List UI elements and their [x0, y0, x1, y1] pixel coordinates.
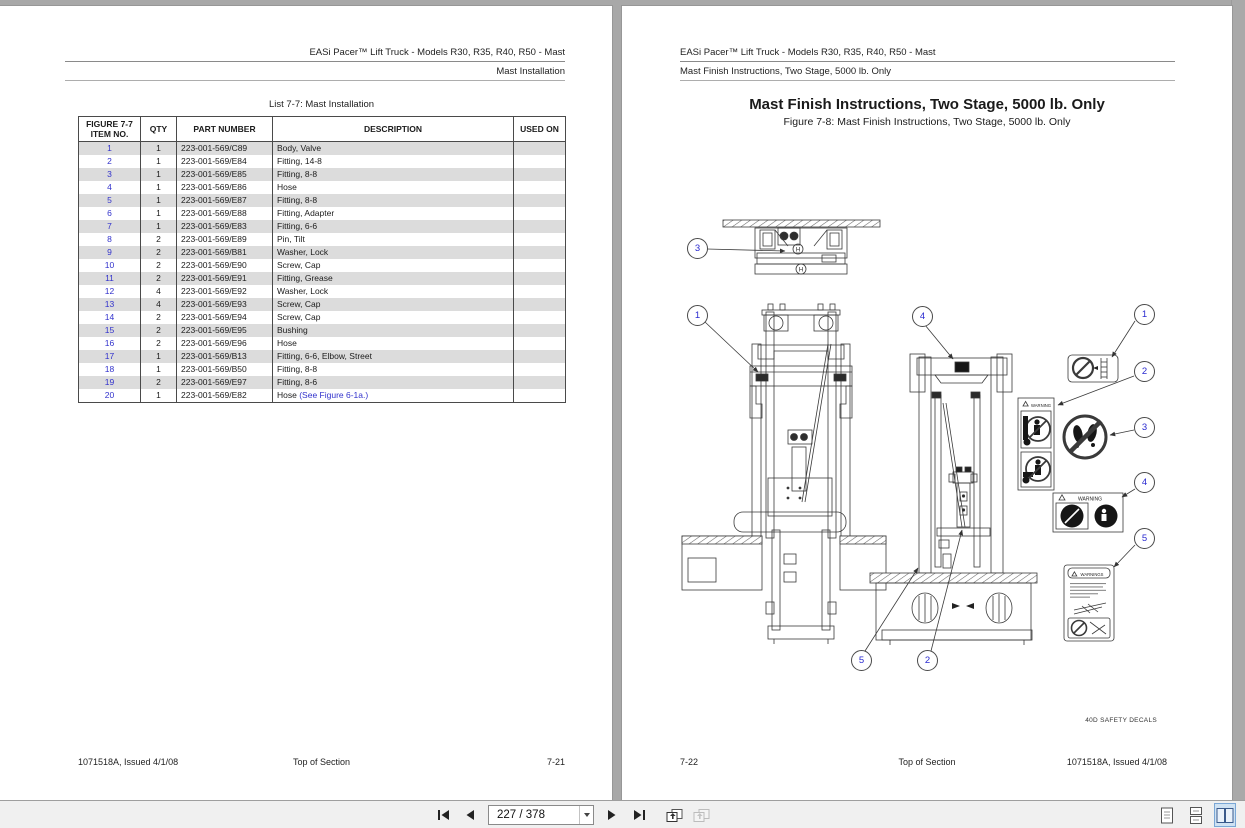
safety-decals-group	[1018, 355, 1123, 641]
used-on-cell	[514, 298, 566, 311]
used-on-cell	[514, 285, 566, 298]
qty-cell: 1	[141, 207, 177, 220]
table-row	[79, 246, 566, 259]
qty-cell: 2	[141, 233, 177, 246]
next-page-icon	[607, 809, 617, 821]
item-number-cell	[79, 285, 141, 298]
column-header-item-line1: FIGURE 7-7	[86, 119, 133, 129]
description-cell: Screw, Cap	[273, 298, 514, 311]
warnings-text-decal	[1064, 565, 1114, 641]
parts-table	[78, 116, 566, 403]
qty-cell: 2	[141, 324, 177, 337]
table-row	[79, 285, 566, 298]
description-cell: Pin, Tilt	[273, 233, 514, 246]
qty-cell: 1	[141, 155, 177, 168]
item-number-link[interactable]: 17	[104, 351, 115, 361]
description-cell: Fitting, 6-6, Elbow, Street	[273, 350, 514, 363]
description-cell: Hose	[273, 337, 514, 350]
qty-cell: 4	[141, 285, 177, 298]
qty-cell: 2	[141, 246, 177, 259]
item-number-link[interactable]: 9	[107, 247, 112, 257]
qty-cell: 1	[141, 389, 177, 403]
used-on-cell	[514, 181, 566, 194]
item-number-link[interactable]: 10	[104, 260, 115, 270]
description-cell: Fitting, 8-8	[273, 168, 514, 181]
used-on-cell	[514, 350, 566, 363]
qty-cell: 2	[141, 337, 177, 350]
item-number-link[interactable]: 16	[104, 338, 115, 348]
part-number-cell: 223-001-569/B13	[177, 350, 273, 363]
item-number-cell	[79, 233, 141, 246]
decal-callout-1: 1	[1134, 304, 1155, 325]
page-title: Mast Finish Instructions, Two Stage, 5000 lb. Only	[749, 96, 1105, 113]
viewer-bottom-toolbar	[0, 800, 1245, 828]
item-number-cell	[79, 207, 141, 220]
used-on-cell	[514, 194, 566, 207]
part-number-cell: 223-001-569/B50	[177, 363, 273, 376]
item-number-cell	[79, 350, 141, 363]
mast-front-view-drawing	[682, 304, 886, 644]
table-row	[79, 363, 566, 376]
qty-cell: 2	[141, 311, 177, 324]
part-number-cell: 223-001-569/E89	[177, 233, 273, 246]
column-header-part-number: PART NUMBER	[177, 117, 273, 142]
single-page-layout-button[interactable]	[1156, 803, 1178, 827]
callout-balloon-5: 5	[851, 650, 872, 671]
footer-page-number: 7-21	[546, 757, 565, 767]
decal-callout-2: 2	[1134, 361, 1155, 382]
used-on-cell	[514, 207, 566, 220]
description-cell: Fitting, 8-6	[273, 376, 514, 389]
table-row	[79, 324, 566, 337]
previous-view-button[interactable]	[665, 805, 683, 825]
qty-cell: 4	[141, 298, 177, 311]
parts-list-title: List 7-7: Mast Installation	[268, 99, 375, 110]
part-number-cell: 223-001-569/E87	[177, 194, 273, 207]
column-header-item	[79, 117, 141, 142]
part-number-cell: 223-001-569/E96	[177, 337, 273, 350]
description-cell: Fitting, 8-8	[273, 194, 514, 207]
column-header-used-on: USED ON	[514, 117, 566, 142]
qty-cell: 1	[141, 363, 177, 376]
svg-text:H: H	[798, 267, 804, 274]
last-page-button[interactable]	[630, 805, 648, 825]
decal-callout-5: 5	[1134, 528, 1155, 549]
header-rule	[65, 80, 565, 81]
item-number-cell	[79, 220, 141, 233]
continuous-layout-button[interactable]	[1185, 803, 1207, 827]
item-number-cell	[79, 337, 141, 350]
facing-pages-layout-button[interactable]	[1214, 803, 1236, 827]
description-cell: Hose	[273, 181, 514, 194]
top-of-section-link[interactable]: Top of Section	[898, 757, 956, 767]
mast-top-view-drawing	[723, 220, 880, 274]
running-header-section: Mast Installation	[496, 66, 565, 77]
description-cell: Fitting, Adapter	[273, 207, 514, 220]
callout-balloon-3: 3	[687, 238, 708, 259]
item-number-link[interactable]: 8	[107, 234, 112, 244]
item-number-cell	[79, 246, 141, 259]
next-page-button[interactable]	[603, 805, 621, 825]
document-page-right	[622, 6, 1232, 800]
header-rule	[65, 61, 565, 62]
item-number-link[interactable]: 1	[107, 143, 112, 153]
qty-cell: 1	[141, 220, 177, 233]
page-layout-controls	[1156, 801, 1236, 828]
part-number-cell: 223-001-569/E94	[177, 311, 273, 324]
qty-cell: 2	[141, 259, 177, 272]
used-on-cell	[514, 155, 566, 168]
running-header-model: EASi Pacer™ Lift Truck - Models R30, R35, R40, R50 - Mast	[309, 47, 565, 58]
item-number-link[interactable]: 19	[104, 377, 115, 387]
svg-text:H: H	[795, 247, 801, 254]
used-on-cell	[514, 142, 566, 156]
page-number-input[interactable]	[489, 809, 579, 821]
description-cell: Fitting, 6-6	[273, 220, 514, 233]
next-view-icon	[693, 808, 710, 823]
running-header-section: Mast Finish Instructions, Two Stage, 5000 lb. Only	[680, 66, 892, 77]
used-on-cell	[514, 220, 566, 233]
part-number-cell: 223-001-569/B81	[177, 246, 273, 259]
tipover-warning-decal	[1018, 398, 1054, 490]
item-number-cell	[79, 194, 141, 207]
page-navigation-controls	[434, 801, 710, 828]
qty-cell: 1	[141, 142, 177, 156]
item-number-cell	[79, 298, 141, 311]
table-row	[79, 233, 566, 246]
item-number-link[interactable]: 4	[107, 182, 112, 192]
vertical-scrollbar[interactable]	[1231, 0, 1245, 800]
item-number-cell	[79, 324, 141, 337]
column-header-qty: QTY	[141, 117, 177, 142]
figure-caption: Figure 7-8: Mast Finish Instructions, Two Stage, 5000 lb. Only	[783, 116, 1071, 128]
header-rule	[680, 80, 1175, 81]
table-row	[79, 298, 566, 311]
part-number-cell: 223-001-569/E92	[177, 285, 273, 298]
item-number-cell	[79, 272, 141, 285]
previous-page-icon	[465, 809, 475, 821]
safety-decals-caption: 40D SAFETY DECALS	[1085, 717, 1157, 724]
qty-cell: 1	[141, 194, 177, 207]
item-number-cell	[79, 155, 141, 168]
item-number-cell	[79, 363, 141, 376]
description-cell: Bushing	[273, 324, 514, 337]
table-row	[79, 311, 566, 324]
qty-cell: 2	[141, 272, 177, 285]
qty-cell: 1	[141, 181, 177, 194]
item-number-cell	[79, 168, 141, 181]
part-number-cell: 223-001-569/E91	[177, 272, 273, 285]
running-header-model: EASi Pacer™ Lift Truck - Models R30, R35, R40, R50 - Mast	[680, 47, 936, 58]
part-number-cell: 223-001-569/E97	[177, 376, 273, 389]
callout-balloon-2: 2	[917, 650, 938, 671]
used-on-cell	[514, 168, 566, 181]
table-row	[79, 181, 566, 194]
document-page-left	[0, 6, 612, 800]
description-cell: Fitting, 14-8	[273, 155, 514, 168]
callout-balloon-1: 1	[687, 305, 708, 326]
no-riding-decal	[1068, 355, 1118, 382]
part-number-cell: 223-001-569/E85	[177, 168, 273, 181]
header-rule	[680, 61, 1175, 62]
table-row	[79, 220, 566, 233]
previous-view-icon	[666, 808, 683, 823]
description-cell: Washer, Lock	[273, 285, 514, 298]
description-cell: Fitting, 8-8	[273, 363, 514, 376]
description-cell: Screw, Cap	[273, 259, 514, 272]
single-page-layout-icon	[1160, 807, 1174, 824]
page-number-dropdown-icon	[584, 813, 590, 817]
page-number-dropdown-button[interactable]	[579, 806, 593, 824]
table-row	[79, 168, 566, 181]
warning-decal-label: WARNING	[1078, 496, 1102, 503]
used-on-cell	[514, 233, 566, 246]
description-cell: Body, Valve	[273, 142, 514, 156]
first-page-icon	[437, 809, 450, 821]
footer-page-number: 7-22	[680, 757, 699, 767]
qty-cell: 2	[141, 376, 177, 389]
table-row	[79, 337, 566, 350]
item-number-link[interactable]: 7	[107, 221, 112, 231]
qty-cell: 1	[141, 168, 177, 181]
used-on-cell	[514, 363, 566, 376]
item-number-cell	[79, 389, 141, 403]
part-number-cell: 223-001-569/E90	[177, 259, 273, 272]
description-cell: Screw, Cap	[273, 311, 514, 324]
table-row	[79, 155, 566, 168]
table-row	[79, 272, 566, 285]
item-number-cell	[79, 311, 141, 324]
item-number-link[interactable]: 12	[104, 286, 115, 296]
part-number-cell: 223-001-569/E84	[177, 155, 273, 168]
see-figure-link[interactable]: (See Figure 6-1a.)	[299, 390, 369, 400]
table-row	[79, 194, 566, 207]
description-cell: Fitting, Grease	[273, 272, 514, 285]
part-number-cell: 223-001-569/E88	[177, 207, 273, 220]
item-number-cell	[79, 181, 141, 194]
item-number-link[interactable]: 14	[104, 312, 115, 322]
item-number-link[interactable]: 5	[107, 195, 112, 205]
item-number-link[interactable]: 6	[107, 208, 112, 218]
used-on-cell	[514, 311, 566, 324]
item-number-cell	[79, 259, 141, 272]
table-row	[79, 350, 566, 363]
qty-cell: 1	[141, 350, 177, 363]
footer-doc-number: 1071518A, Issued 4/1/08	[1066, 757, 1167, 767]
item-number-link[interactable]: 3	[107, 169, 112, 179]
part-number-cell: 223-001-569/E86	[177, 181, 273, 194]
table-row	[79, 142, 566, 156]
table-row	[79, 389, 566, 403]
facing-pages-layout-icon	[1216, 807, 1234, 824]
used-on-cell	[514, 246, 566, 259]
decal-callout-4: 4	[1134, 472, 1155, 493]
first-page-button[interactable]	[434, 805, 452, 825]
top-of-section-link[interactable]: Top of Section	[292, 757, 351, 767]
used-on-cell	[514, 337, 566, 350]
item-number-cell	[79, 376, 141, 389]
mast-diagram	[622, 206, 1232, 706]
last-page-icon	[633, 809, 646, 821]
column-header-description: DESCRIPTION	[273, 117, 514, 142]
item-number-link[interactable]: 13	[104, 299, 115, 309]
column-header-item-line2: ITEM NO.	[90, 129, 129, 139]
part-number-cell: 223-001-569/E83	[177, 220, 273, 233]
continuous-layout-icon	[1189, 807, 1203, 824]
description-cell: Washer, Lock	[273, 246, 514, 259]
mast-rear-view-drawing	[870, 354, 1037, 645]
table-row	[79, 207, 566, 220]
callout-balloon-4: 4	[912, 306, 933, 327]
used-on-cell	[514, 376, 566, 389]
warning-decal-label: WARNING	[1030, 403, 1052, 408]
table-row	[79, 259, 566, 272]
part-number-cell: 223-001-569/E93	[177, 298, 273, 311]
previous-page-button[interactable]	[461, 805, 479, 825]
table-row	[79, 376, 566, 389]
item-number-link[interactable]: 20	[104, 390, 115, 400]
item-number-link[interactable]: 15	[104, 325, 115, 335]
used-on-cell	[514, 389, 566, 403]
part-number-cell: 223-001-569/C89	[177, 142, 273, 156]
description-cell: Hose (See Figure 6-1a.)	[273, 389, 514, 403]
item-number-link[interactable]: 18	[104, 364, 115, 374]
item-number-link[interactable]: 2	[107, 156, 112, 166]
item-number-link[interactable]: 11	[105, 273, 114, 283]
warnings-decal-label: WARNINGS	[1080, 572, 1104, 577]
used-on-cell	[514, 324, 566, 337]
used-on-cell	[514, 272, 566, 285]
footer-doc-number: 1071518A, Issued 4/1/08	[78, 757, 179, 767]
no-standing-decal	[1064, 416, 1106, 458]
page-number-combobox	[488, 805, 594, 825]
crush-warning-decal	[1053, 493, 1123, 532]
next-view-button[interactable]	[692, 805, 710, 825]
part-number-cell: 223-001-569/E95	[177, 324, 273, 337]
used-on-cell	[514, 259, 566, 272]
part-number-cell: 223-001-569/E82	[177, 389, 273, 403]
table-header-row	[79, 117, 566, 142]
item-number-cell	[79, 142, 141, 156]
decal-callout-3: 3	[1134, 417, 1155, 438]
